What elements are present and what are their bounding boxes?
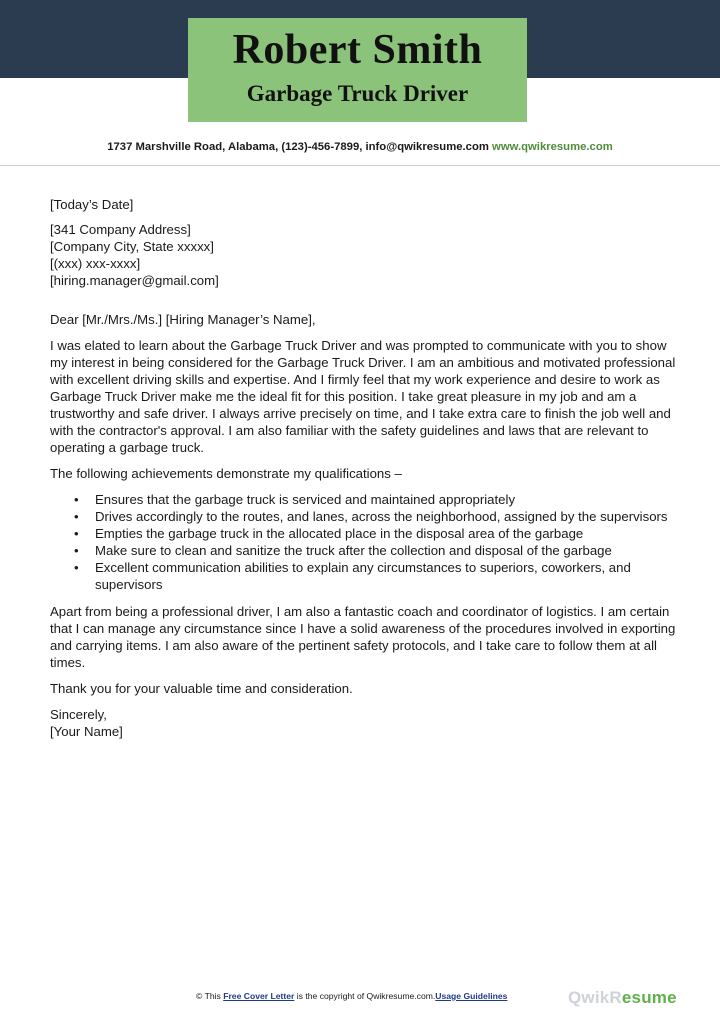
paragraph-intro: I was elated to learn about the Garbage Truck Driver and was prompted to communicate with you to show my interest in being considered for the Garbage Truck Driver. I am an ambitious and motivated professional with excellent driving skills and expertise. And I firmly feel that my work experience and desire to work as Garbage Truck Driver make me the ideal fit for this position. I take great pleasure in my job and am a trustworthy and safe driver. I always arrive precisely on time, and I take extra care to finish the job well and with the contractor's approval. I am also familiar with the safety guidelines and laws that are relevant to operating a garbage truck.: [50, 338, 676, 455]
bullet-icon: •: [74, 560, 79, 575]
letter-date: [Today’s Date]: [50, 197, 134, 212]
address-line: [Company City, State xxxxx]: [50, 239, 214, 254]
achievements-intro: The following achievements demonstrate my qualifications –: [50, 466, 402, 481]
copyright-prefix: © This: [196, 991, 221, 1001]
thanks-line: Thank you for your valuable time and consideration.: [50, 681, 353, 696]
website-link[interactable]: www.qwikresume.com: [492, 141, 613, 153]
address-line: [hiring.manager@gmail.com]: [50, 273, 219, 288]
list-item: [50, 559, 676, 593]
copyright-notice: [196, 991, 507, 1001]
letter-body: [50, 196, 676, 740]
bullet-icon: •: [74, 492, 79, 507]
recipient-address: [50, 221, 676, 289]
paragraph-closing: Apart from being a professional driver, I am also a fantastic coach and coordinator of logistics. I am certain that I can manage any circumstance since I have a solid awareness of the procedures involved in exporting and carrying items. I am also aware of the pertinent safety protocols, and I take care to follow them at all times.: [50, 604, 676, 670]
achievements-list: [50, 491, 676, 593]
salutation: Dear [Mr./Mrs./Ms.] [Hiring Manager’s Name],: [50, 312, 316, 327]
list-item-text: Drives accordingly to the routes, and lanes, across the neighborhood, assigned by the supervisors: [95, 509, 668, 524]
contact-line: [0, 141, 720, 153]
signature: [Your Name]: [50, 724, 123, 739]
address-line: [341 Company Address]: [50, 222, 191, 237]
qwikresume-logo: [568, 988, 677, 1008]
name-box: [188, 18, 527, 122]
list-item: [50, 542, 676, 559]
closing: Sincerely,: [50, 707, 107, 722]
header-divider: [0, 165, 720, 166]
bullet-icon: •: [74, 543, 79, 558]
list-item-text: Empties the garbage truck in the allocated place in the disposal area of the garbage: [95, 526, 584, 541]
usage-guidelines-link[interactable]: Usage Guidelines: [435, 991, 508, 1001]
list-item: [50, 508, 676, 525]
logo-text-main: QwikR: [568, 988, 622, 1007]
address-line: [(xxx) xxx-xxxx]: [50, 256, 141, 271]
list-item-text: Make sure to clean and sanitize the truck after the collection and disposal of the garbage: [95, 543, 612, 558]
footer: [0, 988, 720, 1008]
applicant-name: Robert Smith: [232, 27, 483, 73]
list-item-text: Ensures that the garbage truck is serviced and maintained appropriately: [95, 492, 516, 507]
list-item: [50, 491, 676, 508]
list-item-text: Excellent communication abilities to explain any circumstances to superiors, coworkers, and supervisors: [95, 560, 631, 592]
copyright-middle: is the copyright of Qwikresume.com.: [296, 991, 436, 1001]
free-cover-letter-link[interactable]: Free Cover Letter: [223, 991, 295, 1001]
logo-text-accent: esume: [621, 988, 677, 1007]
bullet-icon: •: [74, 526, 79, 541]
signoff: [50, 706, 676, 740]
job-title: Garbage Truck Driver: [246, 81, 469, 106]
bullet-icon: •: [74, 509, 79, 524]
list-item: [50, 525, 676, 542]
contact-details: 1737 Marshville Road, Alabama, (123)-456-7899, info@qwikresume.com: [107, 141, 489, 153]
